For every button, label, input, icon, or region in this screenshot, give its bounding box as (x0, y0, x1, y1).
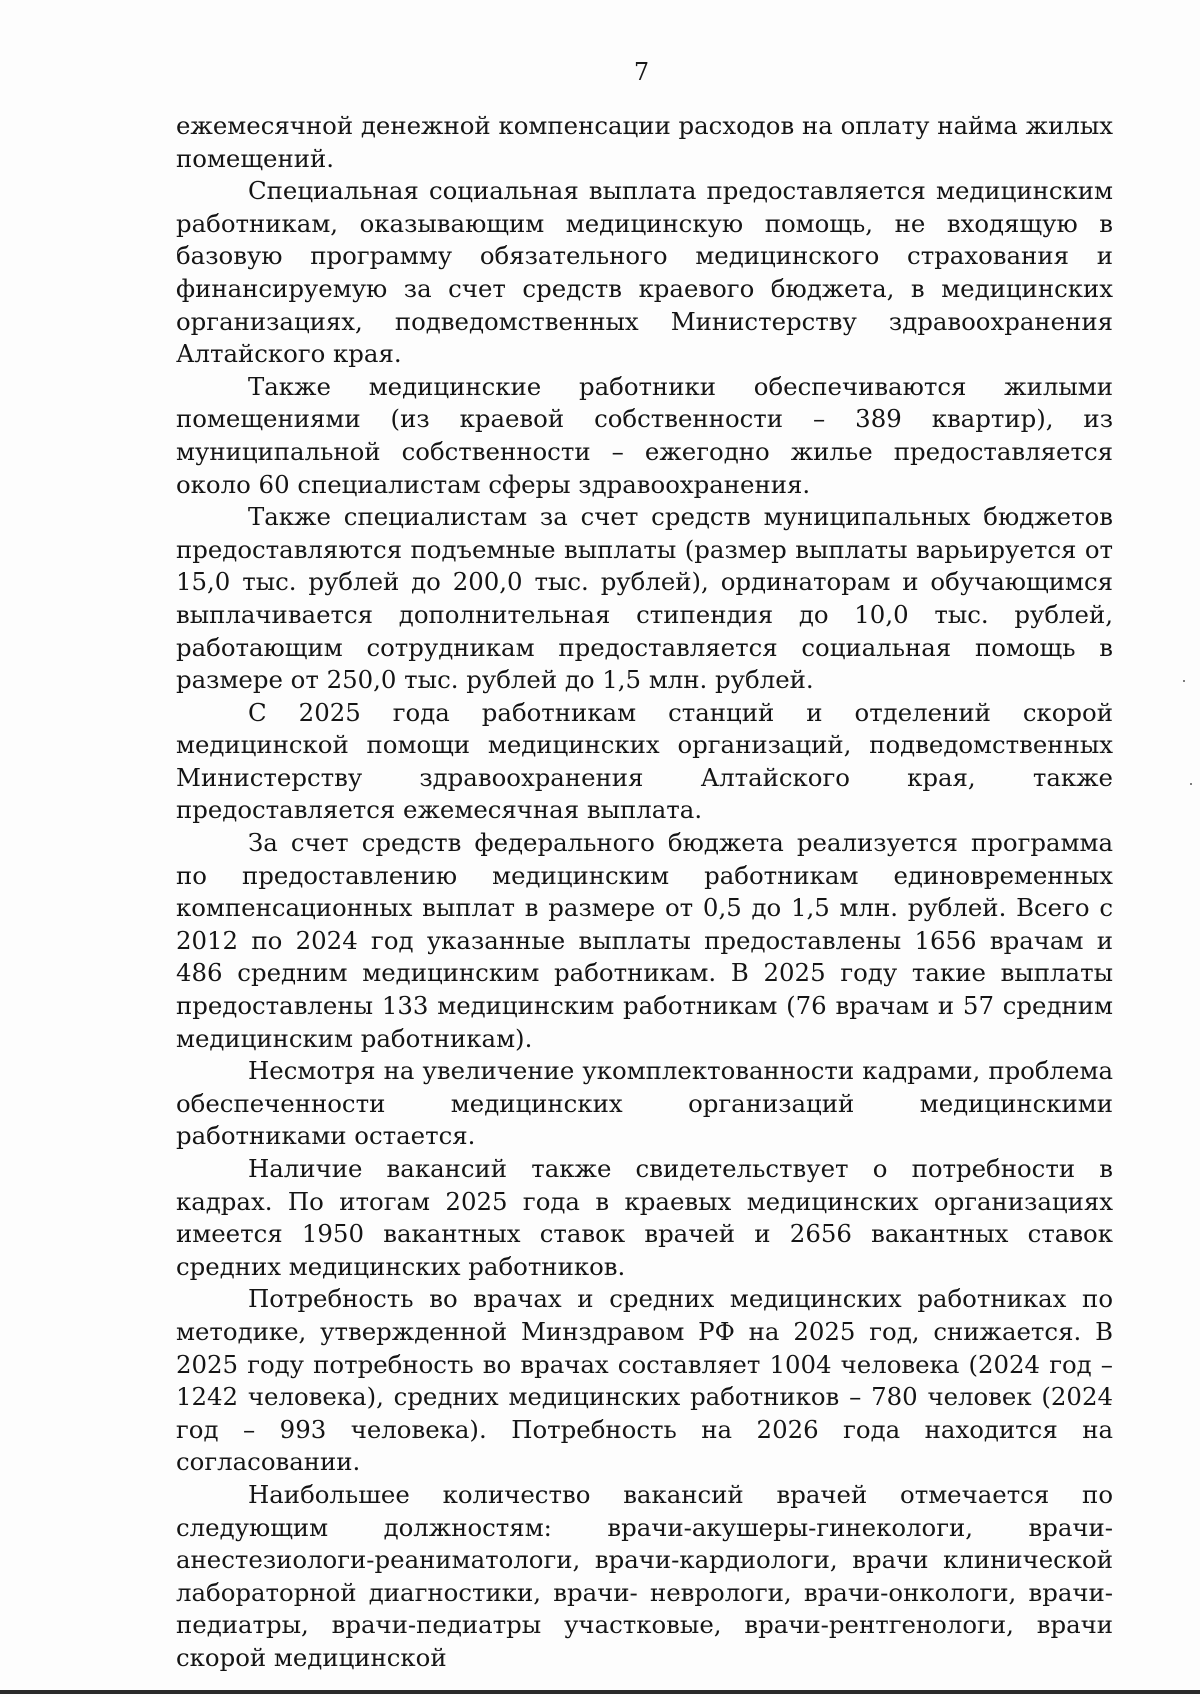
scan-speck (1190, 783, 1192, 785)
document-body (176, 110, 1113, 1675)
paragraph-vacancy-positions: Наибольшее количество вакансий врачей отмечается по следующим должностям: врачи-акушеры-гинекологи, врачи-анестезиологи-реаниматологи, врачи-кардиологи, врачи клинической лабораторной диагностики, врачи- неврологи, врачи-онкологи, врачи-педиатры, врачи-педиатры участковые, врачи-рентгенологи, врачи скорой медицинской (176, 1479, 1113, 1672)
scan-speck (1183, 680, 1185, 682)
paragraph-ambulance-payment: С 2025 года работникам станций и отделений скорой медицинской помощи медицинских организаций, подведомственных Министерству здравоохранения Алтайского края, также предоставляется ежемесячная выплата. (176, 697, 1113, 825)
paragraph-housing-provision: Также медицинские работники обеспечиваются жилыми помещениями (из краевой собственности – 389 квартир), из муниципальной собственности – ежегодно жилье предоставляется около 60 специалистам сферы здравоохранения. (176, 371, 1113, 499)
page-number: 7 (633, 58, 650, 86)
paragraph-municipal-payments: Также специалистам за счет средств муниципальных бюджетов предоставляются подъемные выплаты (размер выплаты варьируется от 15,0 тыс. рублей до 200,0 тыс. рублей), ординаторам и обучающимся выплачивается дополнительная стипендия до 10,0 тыс. рублей, работающим сотрудникам предоставляется социальная помощь в размере от 250,0 тыс. рублей до 1,5 млн. рублей. (176, 502, 1113, 695)
paragraph-housing-compensation-continued: ежемесячной денежной компенсации расходов на оплату найма жилых помещений. (176, 111, 1113, 173)
scan-bottom-edge (0, 1690, 1200, 1694)
paragraph-staffing-need: Потребность во врачах и средних медицинских работниках по методике, утвержденной Минздравом РФ на 2025 год, снижается. В 2025 году потребность во врачах составляет 1004 человека (2024 год – 1242 человека), средних медицинских работников – 780 человек (2024 год – 993 человека). Потребность на 2026 года находится на согласовании. (176, 1284, 1113, 1477)
paragraph-federal-compensation: За счет средств федерального бюджета реализуется программа по предоставлению медицинским работникам единовременных компенсационных выплат в размере от 0,5 до 1,5 млн. рублей. Всего с 2012 по 2024 год указанные выплаты предоставлены 1656 врачам и 486 средним медицинским работникам. В 2025 году такие выплаты предоставлены 133 медицинским работникам (76 врачам и 57 средним медицинским работникам). (176, 828, 1113, 1053)
paragraph-special-social-payment: Специальная социальная выплата предоставляется медицинским работникам, оказывающим медицинскую помощь, не входящую в базовую программу обязательного медицинского страхования и финансируемую за счет средств краевого бюджета, в медицинских организациях, подведомственных Министерству здравоохранения Алтайского края. (176, 176, 1113, 369)
paragraph-vacancies: Наличие вакансий также свидетельствует о потребности в кадрах. По итогам 2025 года в краевых медицинских организациях имеется 1950 вакантных ставок врачей и 2656 вакантных ставок средних медицинских работников. (176, 1154, 1113, 1281)
paragraph-staffing-problem: Несмотря на увеличение укомплектованности кадрами, проблема обеспеченности медицинских организаций медицинскими работниками остается. (176, 1056, 1113, 1151)
